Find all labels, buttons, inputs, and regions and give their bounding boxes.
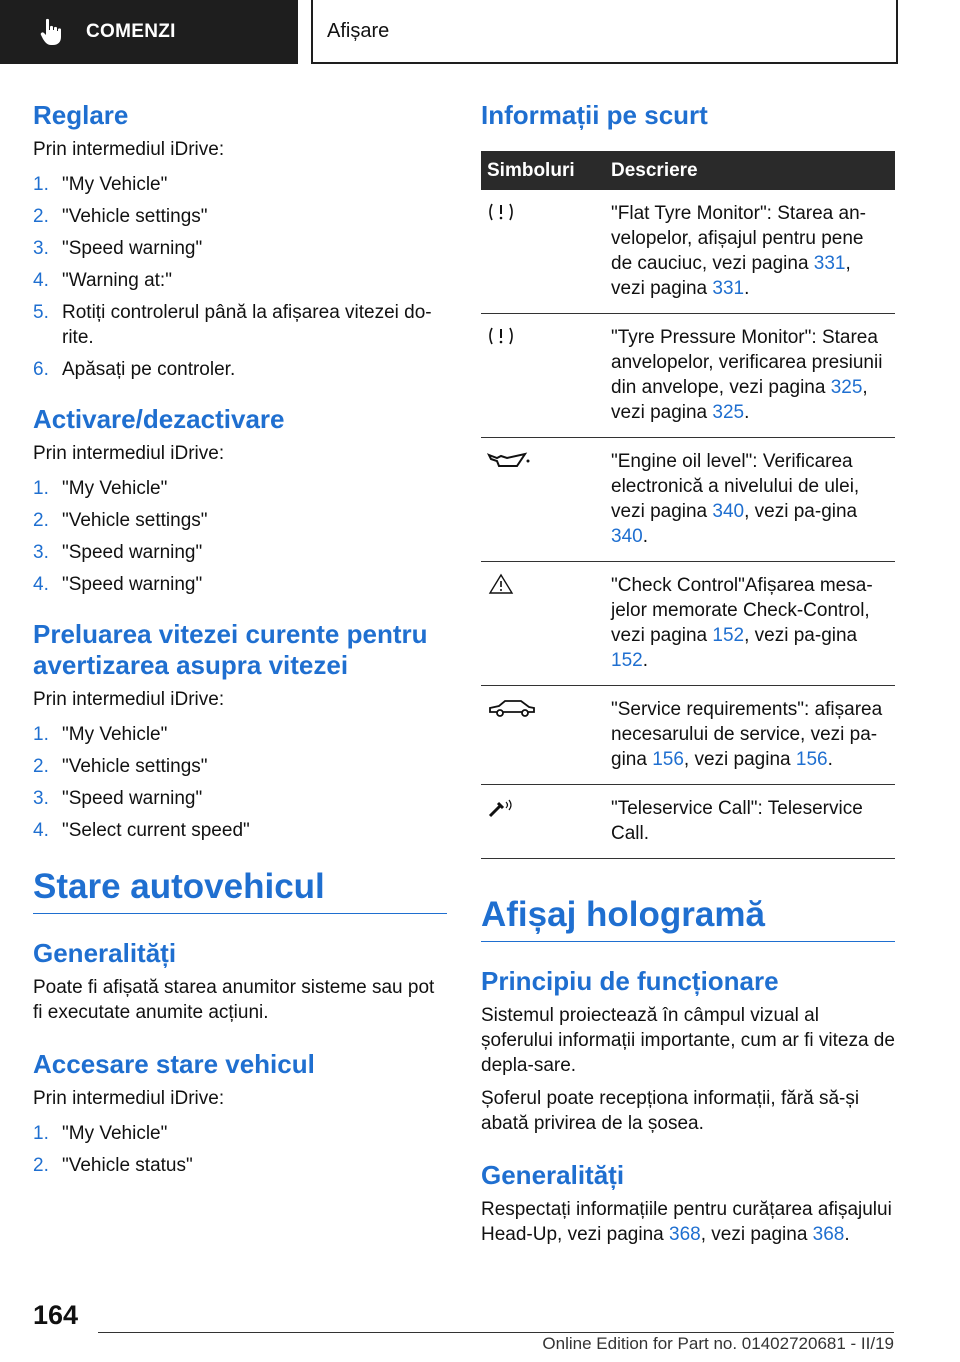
list-item: 2. "Vehicle settings" [33, 206, 208, 227]
heading-generalitati-2: Generalități [481, 1160, 625, 1190]
page-link[interactable]: 340 [611, 526, 643, 547]
list-item: 1. "My Vehicle" [33, 724, 168, 745]
table-header [481, 151, 895, 190]
hand-pointer-icon [40, 18, 64, 46]
tyre-warning-icon [487, 201, 515, 223]
list-item: 1. "My Vehicle" [33, 174, 168, 195]
heading-stare-autovehicul: Stare autovehicul [33, 865, 447, 914]
text-generalitati-2: Respectați informațiile pentru curățarea afișajului Head-Up, vezi pagina 368, vezi pagina 368. [481, 1199, 892, 1245]
list-item: 5. Rotiți controlerul până la afișarea vitezei do-rite. [33, 302, 432, 348]
heading-reglare: Reglare [33, 100, 129, 130]
warning-triangle-icon [487, 573, 515, 595]
table-row [481, 562, 895, 686]
list-item: 1. "My Vehicle" [33, 1123, 168, 1144]
list-item: 2. "Vehicle settings" [33, 510, 208, 531]
section-tab[interactable] [0, 0, 298, 64]
text-principiu-1: Sistemul proiectează în câmpul vizual al șoferului informații importante, cum ar fi viteza de depla-sare. [481, 1005, 895, 1076]
row-desc: "Check Control"Afișarea mesa-jelor memorate Check-Control, vezi pagina 152, vezi pa-gina 152. [611, 562, 895, 686]
page-link[interactable]: 331 [813, 253, 846, 274]
page-link[interactable]: 325 [830, 377, 863, 398]
heading-principiu: Principiu de funcționare [481, 966, 779, 996]
col-symbols: Simboluri [481, 151, 611, 190]
section-label: COMENZI [86, 21, 176, 42]
oil-can-icon [487, 449, 533, 471]
left-column [33, 100, 447, 1185]
wrench-signal-icon [487, 796, 517, 818]
list-item: 3. "Speed warning" [33, 238, 203, 259]
page-link[interactable]: 156 [652, 749, 684, 770]
heading-informatii: Informații pe scurt [481, 100, 708, 130]
page-link[interactable]: 331 [712, 278, 745, 299]
footer-divider [98, 1332, 894, 1333]
chapter-tab[interactable] [311, 0, 898, 64]
heading-afisaj-holograma: Afișaj hologramă [481, 893, 895, 942]
car-service-icon [487, 697, 537, 719]
table-row [481, 190, 895, 314]
list-item: 4. "Select current speed" [33, 820, 250, 841]
text-generalitati: Poate fi afișată starea anumitor sisteme sau pot fi executate anumite acțiuni. [33, 977, 435, 1023]
page-link[interactable]: 368 [669, 1224, 701, 1245]
table-row [481, 686, 895, 785]
heading-accesare: Accesare stare vehicul [33, 1049, 315, 1079]
list-item: 1. "My Vehicle" [33, 478, 168, 499]
steps-accesare [33, 1121, 447, 1178]
row-desc: "Teleservice Call": Teleservice Call. [611, 785, 895, 859]
row-desc: "Service requirements": afișarea necesarului de service, vezi pa-gina 156, vezi pagina 156. [611, 686, 895, 785]
list-item: 6. Apăsați pe controler. [33, 359, 236, 380]
list-item: 4. "Speed warning" [33, 574, 203, 595]
heading-activare: Activare/dezactivare [33, 404, 285, 434]
intro-activare: Prin intermediul iDrive: [33, 443, 225, 464]
list-item: 2. "Vehicle status" [33, 1155, 193, 1176]
intro-accesare: Prin intermediul iDrive: [33, 1088, 225, 1109]
text-principiu-2: Șoferul poate recepționa informații, fără să-și abată privirea de la șosea. [481, 1088, 860, 1134]
heading-generalitati: Generalități [33, 938, 177, 968]
intro-preluarea: Prin intermediul iDrive: [33, 689, 225, 710]
page-link[interactable]: 325 [712, 402, 745, 423]
intro-reglare: Prin intermediul iDrive: [33, 139, 225, 160]
steps-reglare [33, 172, 447, 382]
page-link[interactable]: 152 [712, 625, 745, 646]
list-item: 4. "Warning at:" [33, 270, 172, 291]
edition-text: Online Edition for Part no. 01402720681 - II/19 [542, 1334, 894, 1353]
page-header [0, 0, 960, 66]
steps-activare [33, 476, 447, 597]
list-item: 2. "Vehicle settings" [33, 756, 208, 777]
col-description: Descriere [611, 151, 895, 190]
list-item: 3. "Speed warning" [33, 542, 203, 563]
steps-preluarea [33, 722, 447, 843]
heading-preluarea: Preluarea vitezei curente pentru avertizarea asupra vitezei [33, 619, 428, 680]
list-item: 3. "Speed warning" [33, 788, 203, 809]
row-desc: "Engine oil level": Verificarea electronică a nivelului de ulei, vezi pagina 340, vezi pa-gina 340. [611, 438, 895, 562]
row-desc: "Flat Tyre Monitor": Starea an-velopelor, afișajul pentru pene de cauciuc, vezi pagina 331, vezi pagina 331. [611, 190, 895, 314]
page-link[interactable]: 152 [611, 650, 643, 671]
chapter-label: Afișare [327, 19, 390, 42]
symbols-table [481, 151, 895, 859]
right-column [481, 100, 895, 1247]
table-row [481, 314, 895, 438]
page-link[interactable]: 340 [712, 501, 745, 522]
page-link[interactable]: 368 [812, 1224, 845, 1245]
row-desc: "Tyre Pressure Monitor": Starea anvelopelor, verificarea presiunii din anvelope, vezi pagina 325, vezi pagina 325. [611, 314, 895, 438]
table-row [481, 785, 895, 859]
page-link[interactable]: 156 [795, 749, 828, 770]
page-number: 164 [33, 1300, 79, 1330]
tyre-warning-icon [487, 325, 515, 347]
table-row [481, 438, 895, 562]
